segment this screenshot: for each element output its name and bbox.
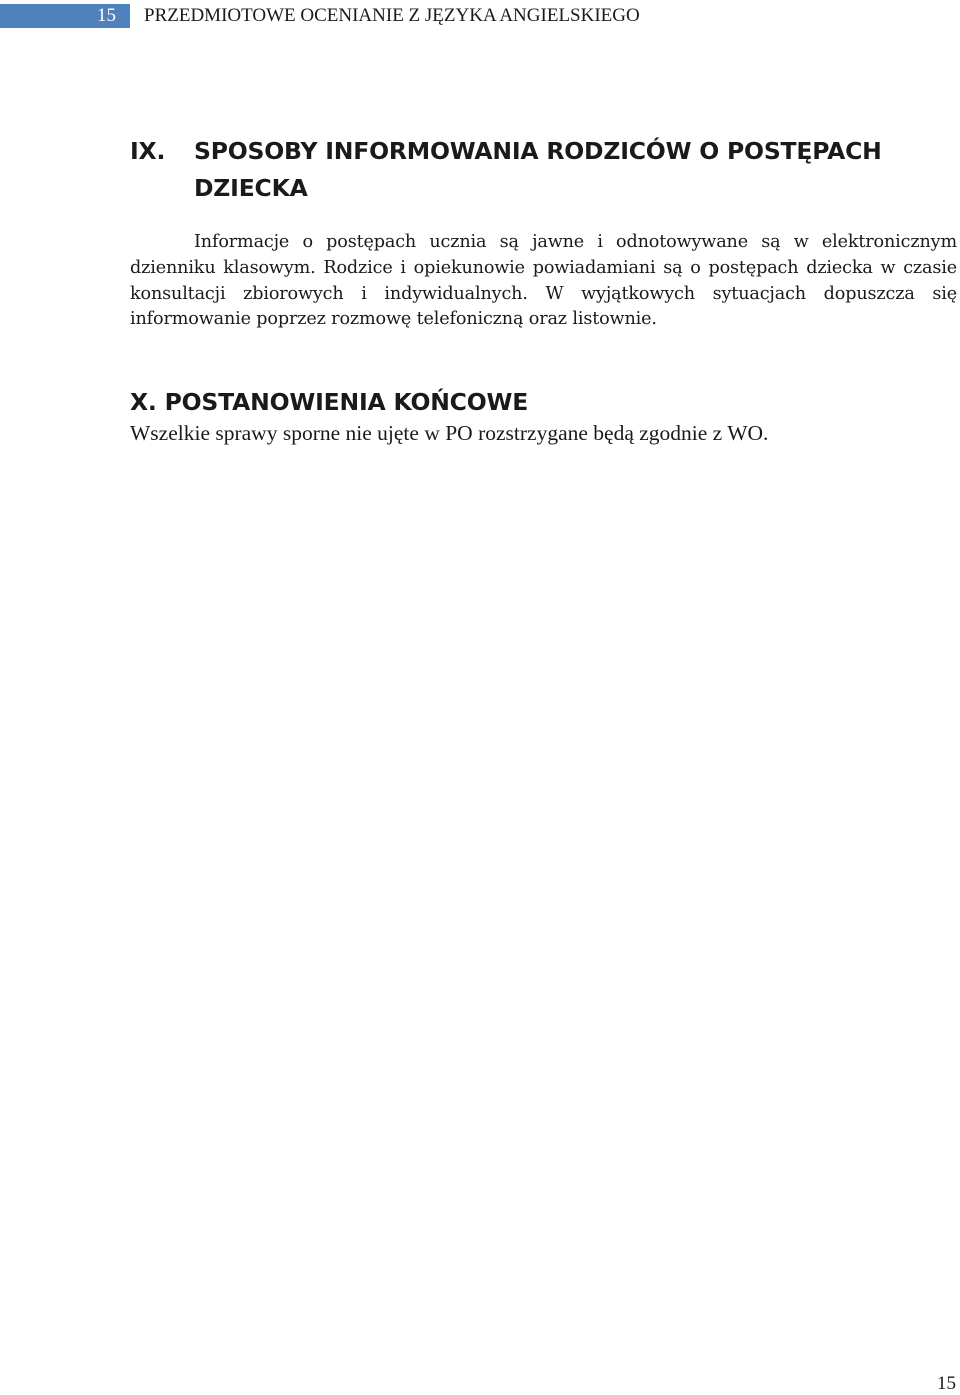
section-10-body: Wszelkie sprawy sporne nie ujęte w PO rozstrzygane będą zgodnie z WO. (130, 421, 769, 445)
section-9-heading (130, 133, 957, 207)
footer-page-number: 15 (937, 1373, 956, 1394)
section-9-number: IX. (130, 137, 166, 165)
header-page-number: 15 (0, 4, 130, 28)
section-9-title: SPOSOBY INFORMOWANIA RODZICÓW O POSTĘPACH DZIECKA (194, 137, 882, 202)
section-10-heading: X. POSTANOWIENIA KOŃCOWE (130, 388, 529, 416)
header-title: PRZEDMIOTOWE OCENIANIE Z JĘZYKA ANGIELSKIEGO (144, 5, 640, 26)
page-header (0, 4, 960, 28)
section-9-paragraph: Informacje o postępach ucznia są jawne i odnotowywane są w elektronicznym dzienniku klasowym. Rodzice i opiekunowie powiadamiani są o postępach dziecka w czasie konsultacji zbiorowych i indywidualnych. W wyjątkowych sytuacjach dopuszcza się informowanie poprzez rozmowę telefoniczną oraz listownie. (130, 232, 957, 330)
